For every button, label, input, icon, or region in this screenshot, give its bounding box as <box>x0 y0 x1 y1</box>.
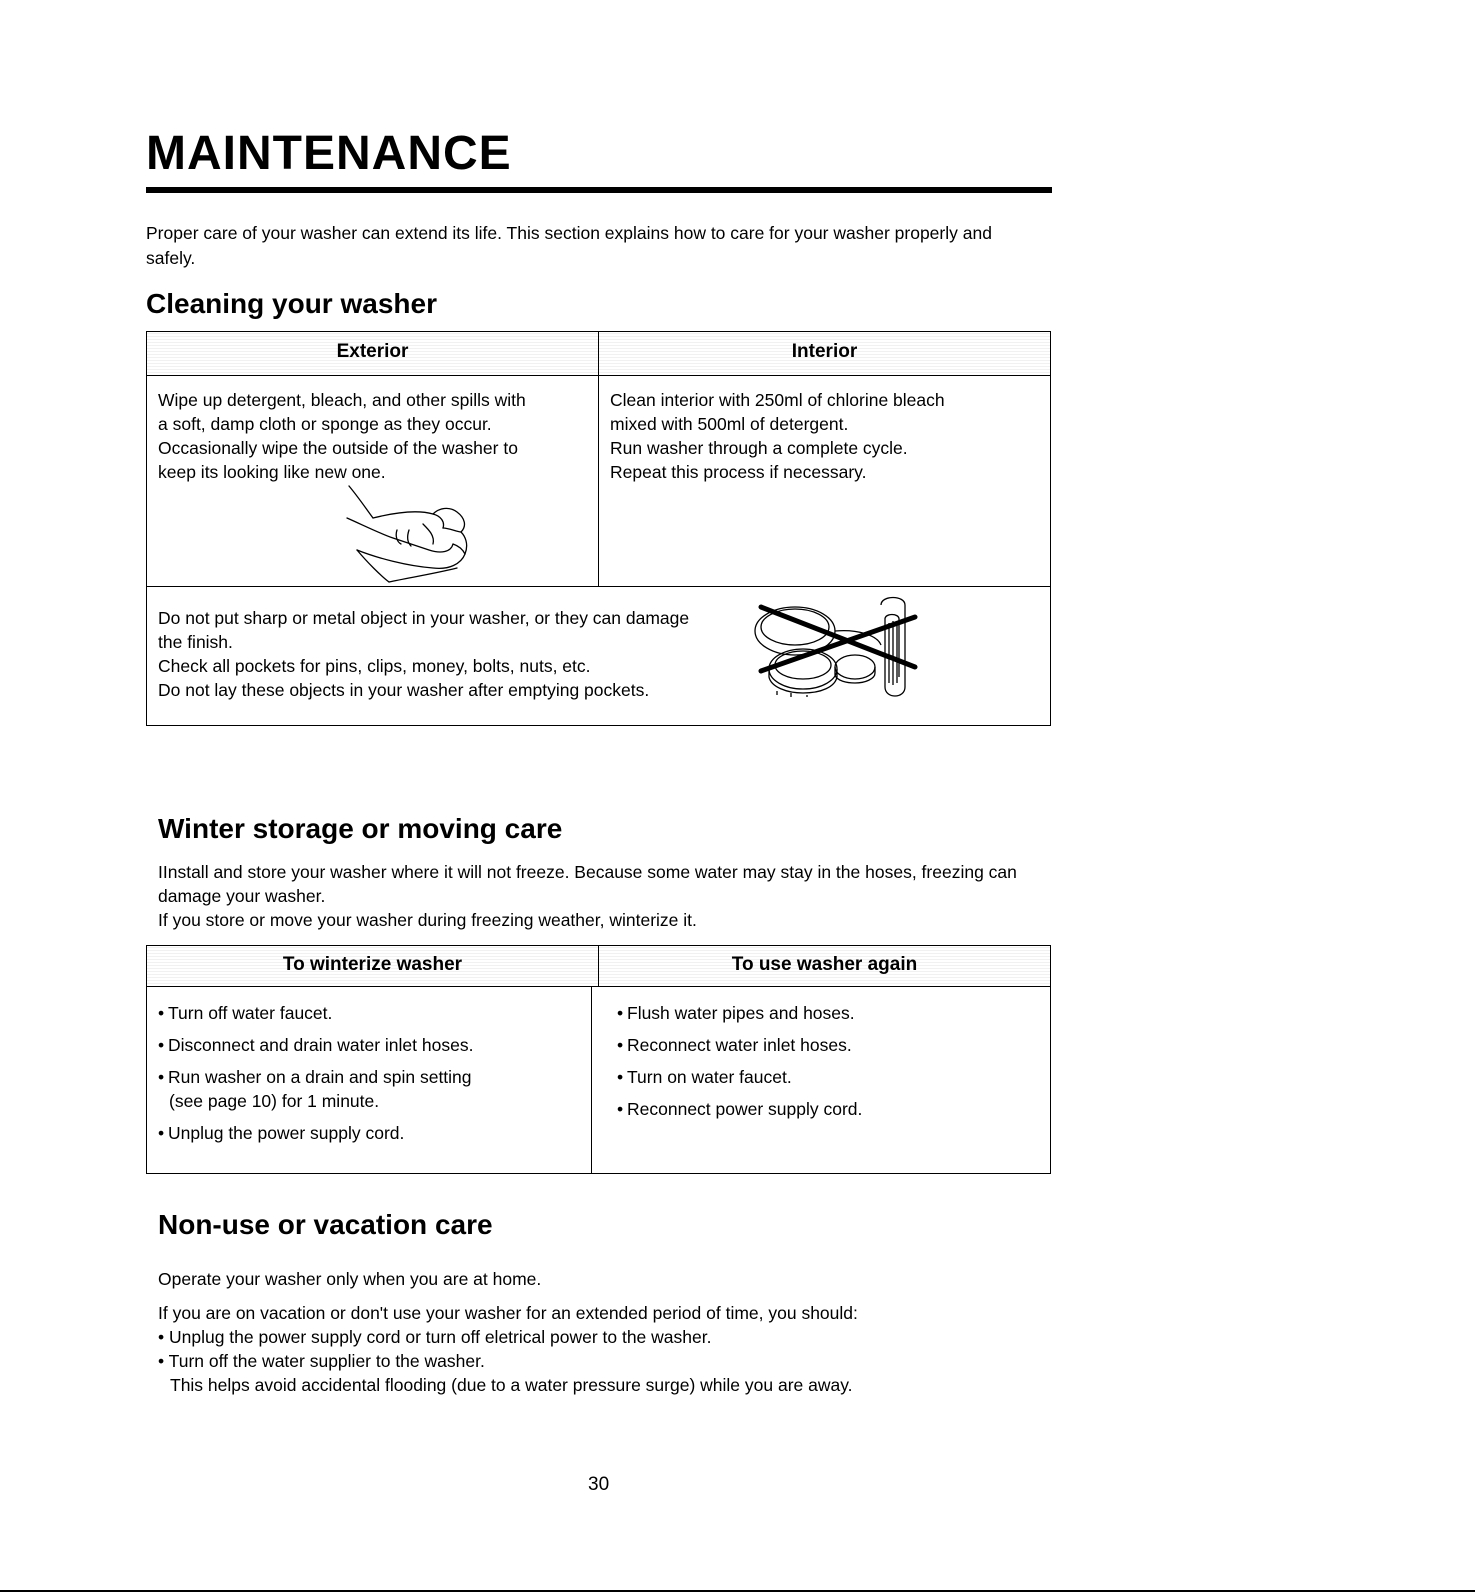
warning-text <box>158 606 738 702</box>
winter-line: damage your washer. <box>158 886 326 906</box>
use-again-list <box>617 1001 1039 1121</box>
warning-line: the finish. <box>158 632 233 652</box>
intro-paragraph: Proper care of your washer can extend its life. This section explains how to care for your washer properly and safely. <box>146 223 992 268</box>
use-again-cell <box>592 987 1050 1173</box>
winter-line: If you store or move your washer during freezing weather, winterize it. <box>158 910 697 930</box>
interior-header: Interior <box>599 332 1050 375</box>
exterior-line: Occasionally wipe the outside of the washer to <box>158 438 518 458</box>
sharp-objects-warning <box>147 586 1050 725</box>
list-item: • Unplug the power supply cord. <box>158 1123 405 1143</box>
interior-line: Repeat this process if necessary. <box>610 462 867 482</box>
cleaning-table <box>146 331 1051 726</box>
list-item: • Reconnect power supply cord. <box>617 1099 863 1119</box>
interior-line: Clean interior with 250ml of chlorine bleach <box>610 390 945 410</box>
winterize-list <box>158 1001 580 1145</box>
exterior-header: Exterior <box>147 332 599 375</box>
winter-table-header <box>147 946 1050 987</box>
winterize-header: To winterize washer <box>147 946 599 986</box>
vacation-bullet: • Turn off the water supplier to the washer. <box>158 1351 485 1371</box>
vacation-bullet: • Unplug the power supply cord or turn off eletrical power to the washer. <box>158 1327 712 1347</box>
list-item: • Turn off water faucet. <box>158 1003 333 1023</box>
interior-line: mixed with 500ml of detergent. <box>610 414 849 434</box>
vacation-line: Operate your washer only when you are at home. <box>158 1269 542 1289</box>
prohibited-objects-icon <box>747 591 927 703</box>
winter-line: IInstall and store your washer where it will not freeze. Because some water may stay in the hoses, freezing can <box>158 862 1017 882</box>
cleaning-table-header <box>147 332 1050 376</box>
exterior-line: Wipe up detergent, bleach, and other spills with <box>158 390 526 410</box>
interior-cell <box>599 376 1050 586</box>
winter-table <box>146 945 1051 1174</box>
list-item: • Flush water pipes and hoses. <box>617 1003 855 1023</box>
winterize-cell <box>147 987 592 1173</box>
title-underline <box>146 187 1052 193</box>
list-item: • Run washer on a drain and spin setting (see page 10) for 1 minute. <box>158 1067 472 1111</box>
vacation-heading: Non-use or vacation care <box>158 1209 493 1240</box>
page-number: 30 <box>588 1474 610 1495</box>
warning-line: Check all pockets for pins, clips, money, bolts, nuts, etc. <box>158 656 591 676</box>
interior-line: Run washer through a complete cycle. <box>610 438 908 458</box>
hand-wiping-cloth-icon <box>337 484 477 584</box>
exterior-line: keep its looking like new one. <box>158 462 386 482</box>
winter-table-body <box>147 987 1050 1173</box>
cleaning-heading: Cleaning your washer <box>146 288 437 319</box>
exterior-line: a soft, damp cloth or sponge as they occur. <box>158 414 492 434</box>
winter-heading: Winter storage or moving care <box>158 813 563 844</box>
exterior-cell <box>147 376 599 586</box>
list-item: • Turn on water faucet. <box>617 1067 792 1087</box>
use-again-header: To use washer again <box>599 946 1050 986</box>
page-title: MAINTENANCE <box>146 127 512 180</box>
cleaning-table-body <box>147 376 1050 586</box>
warning-line: Do not put sharp or metal object in your washer, or they can damage <box>158 608 690 628</box>
list-item: • Disconnect and drain water inlet hoses. <box>158 1035 474 1055</box>
vacation-line: If you are on vacation or don't use your washer for an extended period of time, you should: <box>158 1303 858 1323</box>
vacation-note: This helps avoid accidental flooding (due to a water pressure surge) while you are away. <box>170 1375 853 1395</box>
bottom-edge-rule <box>0 1590 1475 1592</box>
list-item: • Reconnect water inlet hoses. <box>617 1035 852 1055</box>
warning-line: Do not lay these objects in your washer after emptying pockets. <box>158 680 650 700</box>
